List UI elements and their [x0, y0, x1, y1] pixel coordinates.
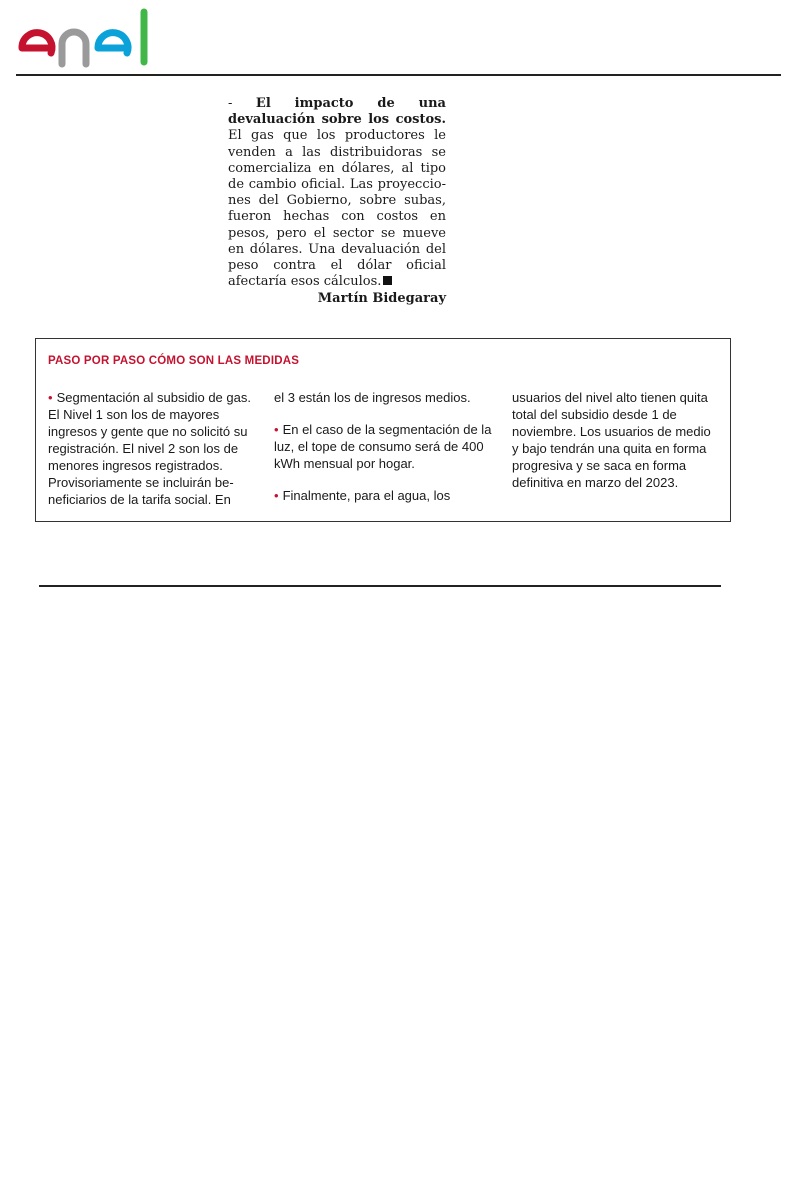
enel-logo [18, 8, 170, 68]
measure-electricity: En el caso de la segmentación de la luz, el tope de consumo será de 400 kWh mensual por hogar. [274, 422, 492, 471]
measures-box [35, 338, 731, 522]
box-column-1 [48, 389, 260, 523]
box-column-3 [512, 389, 718, 506]
end-mark-icon [383, 276, 392, 285]
header-divider [16, 74, 781, 76]
bullet-icon: • [48, 390, 53, 405]
box-title: PASO POR PASO CÓMO SON LAS MEDIDAS [48, 355, 300, 367]
measure-gas: Segmentación al subsidio de gas. El Nivel 1 son los de mayores ingresos y gente que no solicitó su registración. El nivel 2 son los de menores ingresos registrados. Provisoriamente se incluirán be-neficiarios de la tarifa social. En [48, 390, 251, 507]
footer-divider [39, 585, 721, 587]
measure-gas-continued: el 3 están los de ingresos medios. [274, 390, 471, 405]
box-column-2 [274, 389, 494, 519]
article-body: El gas que los productores le venden a las distribuidoras se comercializa en dólares, al tipo de cambio oficial. Las proyecciones del Gobierno, sobre subas, fueron hechas con costos en pesos, pero el sector se mueve en dólares. Una devaluación del peso contra el dólar oficial afectaría esos cálculos. [228, 128, 446, 290]
measure-water: Finalmente, para el agua, los [282, 488, 451, 503]
bullet-icon: • [274, 488, 279, 503]
article-snippet [228, 96, 446, 308]
article-author: Martín Bidegaray [317, 291, 446, 307]
measure-water-continued: usuarios del nivel alto tienen quita total del subsidio desde 1 de noviembre. Los usuarios de medio y bajo tendrán una quita en forma progresiva y se saca en forma definitiva en marzo del 2023. [512, 390, 711, 490]
article-lead: El impacto de una devaluación sobre los costos. [228, 96, 446, 128]
bullet-icon: • [274, 422, 279, 437]
article-dash: - [228, 96, 233, 111]
